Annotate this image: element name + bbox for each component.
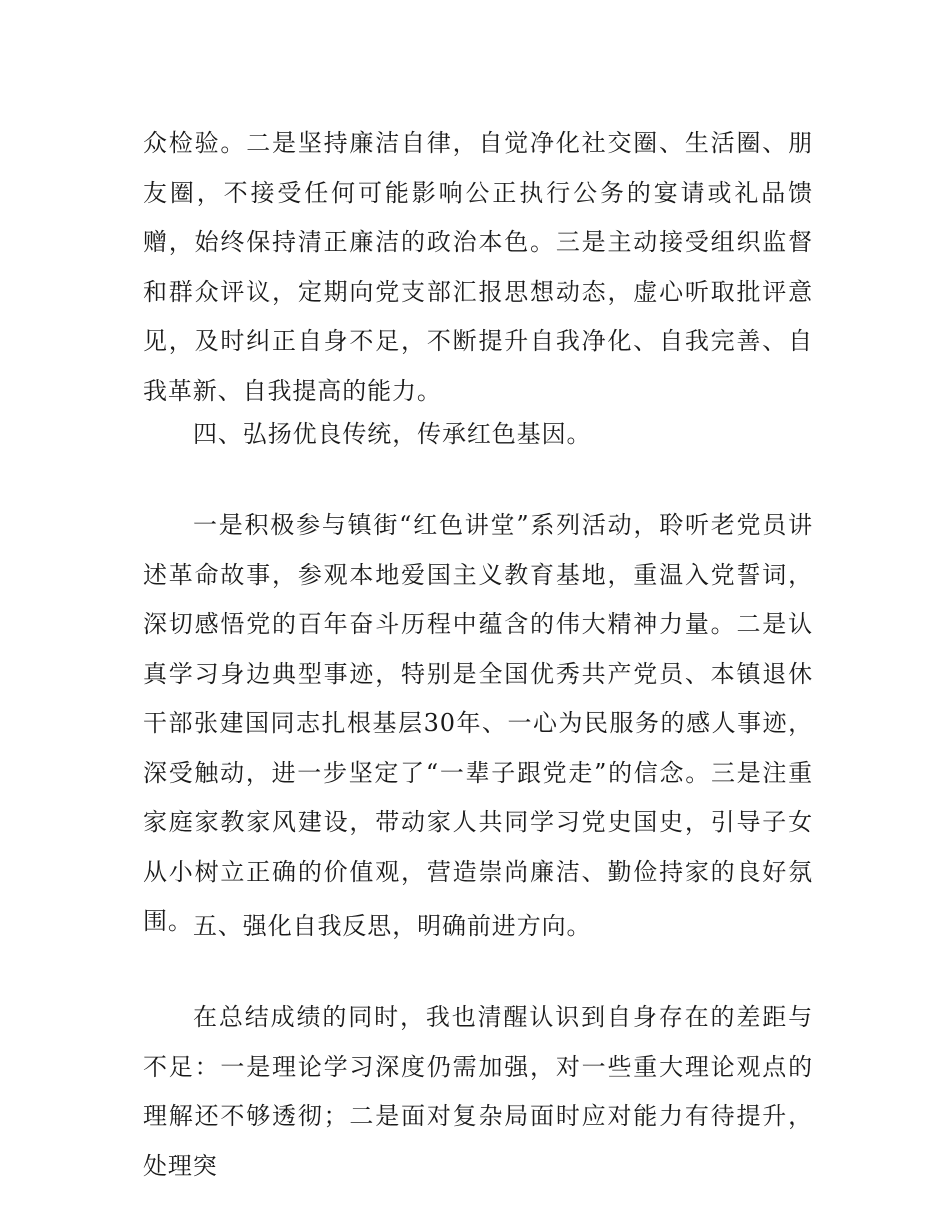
body-paragraph-red-heritage: 一是积极参与镇街“红色讲堂”系列活动，聆听老党员讲述革命故事，参观本地爱国主义教育基地，重温入党誓词，深切感悟党的百年奋斗历程中蕴含的伟大精神力量。二是认真学习身边典型事迹，特别是全国优秀共产党员、本镇退休干部张建国同志扎根基层30年、一心为民服务的感人事迹，深受触动，进一步坚定了“一辈子跟党走”的信念。三是注重家庭家教家风建设，带动家人共同学习党史国史，引导子女从小树立正确的价值观，营造崇尚廉洁、勤俭持家的良好氛围。 [143,511,813,935]
section-heading-five: 五、强化自我反思，明确前进方向。 [193,912,592,940]
section-heading-four: 四、弘扬优良传统，传承红色基因。 [193,420,592,448]
body-paragraph-reflection: 在总结成绩的同时，我也清醒认识到自身存在的差距与不足：一是理论学习深度仍需加强，对一些重大理论观点的理解还不够透彻；二是面对复杂局面时应对能力有待提升，处理突 [143,1003,813,1180]
body-paragraph-continued: 众检验。二是坚持廉洁自律，自觉净化社交圈、生活圈、朋友圈，不接受任何可能影响公正执行公务的宴请或礼品馈赠，始终保持清正廉洁的政治本色。三是主动接受组织监督和群众评议，定期向党支部汇报思想动态，虚心听取批评意见，及时纠正自身不足，不断提升自我净化、自我完善、自我革新、自我提高的能力。 [143,129,813,405]
